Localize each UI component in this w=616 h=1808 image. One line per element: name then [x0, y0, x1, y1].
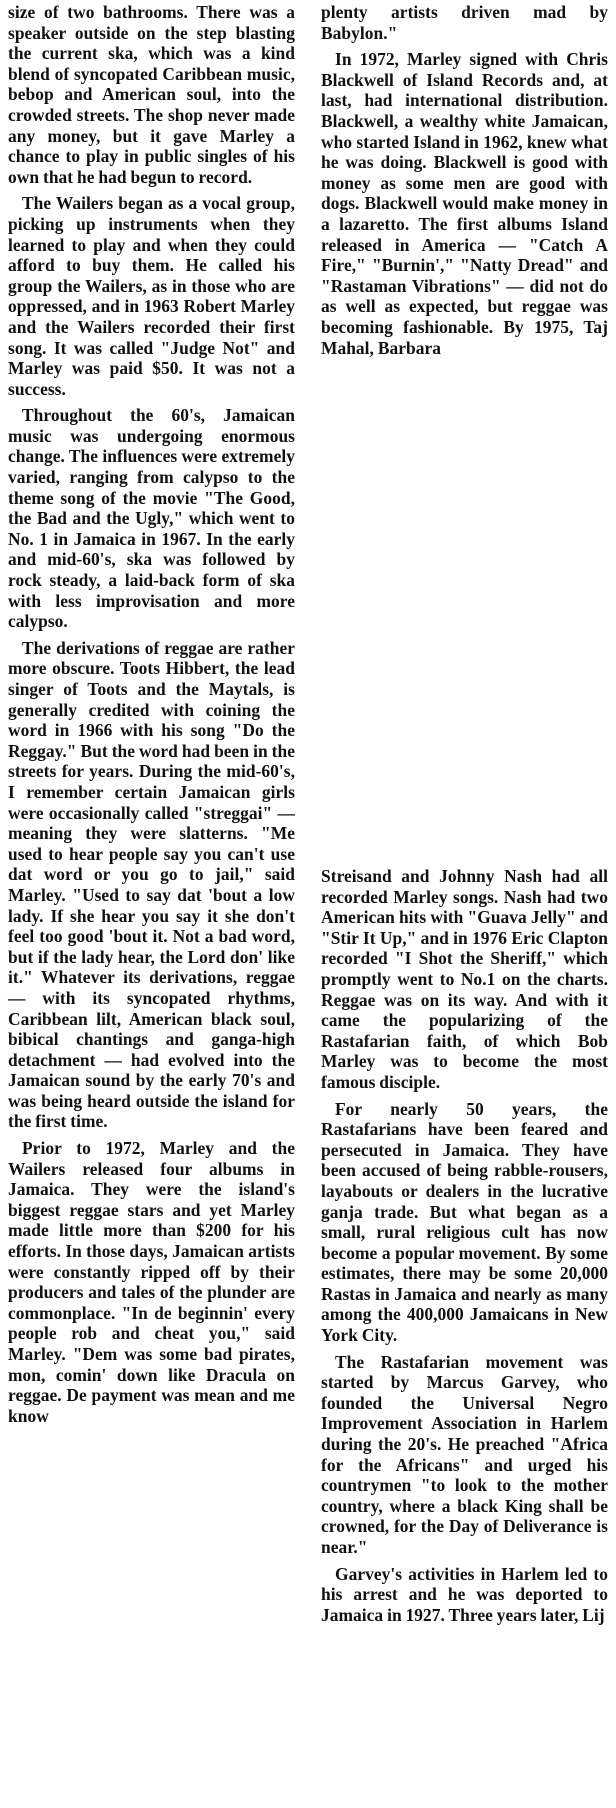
paragraph-shop: size of two bathrooms. There was a speaker outside on the step blasting the current ska, which was a kind blend of syncopated Caribbean music, bebop and American soul, into the crowded streets. The shop never made any money, but it gave Marley a chance to play in public singles of his own that he had begun to record.: [8, 2, 295, 187]
paragraph-island-records: In 1972, Marley signed with Chris Blackwell of Island Records and, at last, had international distribution. Blackwell, a wealthy white Jamaican, who started Island in 1962, knew what he was doing. Blackwell is good with money as some men are good with dogs. Blackwell would make money in a lazaretto. The first albums Island released in America — "Catch A Fire," "Burnin'," "Natty Dread" and "Rastaman Vibrations" — did not do as well as expected, but reggae was becoming fashionable. By 1975, Taj Mahal, Barbara: [321, 49, 608, 358]
paragraph-babylon: plenty artists driven mad by Babylon.": [321, 2, 608, 43]
left-column: [8, 2, 295, 1432]
paragraph-recorded-marley: Streisand and Johnny Nash had all recorded Marley songs. Nash had two American hits with "Guava Jelly" and "Stir It Up," and in 1976 Eric Clapton recorded "I Shot the Sheriff," which promptly went to No.1 on the charts. Reggae was on its way. And with it came the popularizing of the Rastafarian faith, of which Bob Marley was to become the most famous disciple.: [321, 866, 608, 1092]
paragraph-wailers-origin: The Wailers began as a vocal group, picking up instruments when they learned to play and when they could afford to buy them. He called his group the Wailers, as in those who are oppressed, and in 1963 Robert Marley and the Wailers recorded their first song. It was called "Judge Not" and Marley was paid $50. It was not a success.: [8, 193, 295, 399]
column-blank-space: [321, 452, 608, 862]
right-column-upper: [321, 2, 608, 364]
paragraph-sixties-music: Throughout the 60's, Jamaican music was undergoing enormous change. The influences were extremely varied, ranging from calypso to the theme song of the movie "The Good, the Bad and the Ugly," which went to No. 1 in Jamaica in 1967. In the early and mid-60's, ska was followed by rock steady, a laid-back form of ska with less improvisation and more calypso.: [8, 405, 295, 632]
right-column-lower: [321, 866, 608, 1631]
paragraph-prior-1972: Prior to 1972, Marley and the Wailers released four albums in Jamaica. They were the island's biggest reggae stars and yet Marley made little more than $200 for his efforts. In those days, Jamaican artists were constantly ripped off by their producers and tales of the plunder are commonplace. "In de beginnin' every people rob and cheat you," said Marley. "Dem was some bad pirates, mon, comin' down like Dracula on reggae. De payment was mean and me know: [8, 1138, 295, 1426]
paragraph-reggae-derivations: The derivations of reggae are rather more obscure. Toots Hibbert, the lead singer of Toots and the Maytals, is generally credited with coining the word in 1966 with his song "Do the Reggay." But the word had been in the streets for years. During the mid-60's, I remember certain Jamaican girls were occasionally called "streggai" — meaning they were slatterns. "Me used to hear people say you can't use dat word or you go to jail," said Marley. "Used to say dat 'bout a low lady. If she hear you say it she don't feel too good 'bout it. Not a bad word, but if the lady hear, the Lord don' like it." Whatever its derivations, reggae — with its syncopated rhythms, Caribbean lilt, American black soul, bibical chantings and ganga-high detachment — had evolved into the Jamaican sound by the early 70's and was being heard outside the island for the first time.: [8, 637, 295, 1132]
paragraph-garvey-deported: Garvey's activities in Harlem led to his arrest and he was deported to Jamaica in 1927. Three years later, Lij: [321, 1563, 608, 1625]
paragraph-marcus-garvey: The Rastafarian movement was started by Marcus Garvey, who founded the Universal Negro Improvement Association in Harlem during the 20's. He preached "Africa for the Africans" and urged his countrymen "to look to the mother country, where a black King shall be crowned, for the Day of Deliverance is near.": [321, 1351, 608, 1557]
paragraph-rastafarians: For nearly 50 years, the Rastafarians have been feared and persecuted in Jamaica. They have been accused of being rabble-rousers, layabouts or dealers in the lucrative ganja trade. But what began as a small, rural religious cult has now become a popular movement. By some estimates, there may be some 20,000 Rastas in Jamaica and nearly as many among the 400,000 Jamaicans in New York City.: [321, 1098, 608, 1346]
